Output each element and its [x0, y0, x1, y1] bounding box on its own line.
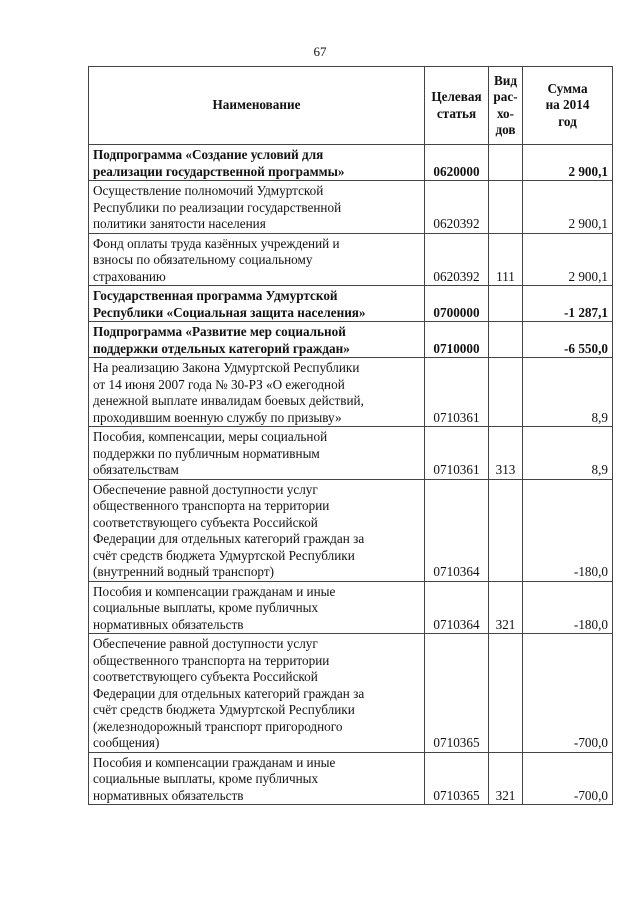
row-article-cell: 0710365	[425, 752, 489, 805]
table-row	[89, 358, 613, 427]
row-article-cell: 0710361	[425, 427, 489, 480]
table-row	[89, 145, 613, 181]
row-name-line: поддержки по публичным нормативным	[93, 445, 320, 461]
row-name-line: Республики по реализации государственной	[93, 199, 342, 215]
row-sum-cell: -700,0	[523, 752, 613, 805]
row-name-line: На реализацию Закона Удмуртской Республики	[93, 360, 360, 375]
table-row	[89, 322, 613, 358]
row-name-line: взносы по обязательному социальному	[93, 252, 313, 267]
header-name: Наименование	[89, 67, 425, 145]
row-kind-cell: 321	[489, 752, 523, 805]
row-name-cell	[89, 181, 425, 234]
row-article-cell: 0710365	[425, 634, 489, 753]
row-name-line: Пособия и компенсации гражданам и иные	[93, 754, 336, 770]
budget-table	[88, 66, 613, 805]
row-article-cell: 0700000	[425, 286, 489, 322]
page-number: 67	[313, 44, 327, 59]
row-name-line: Подпрограмма «Создание условий для	[93, 147, 324, 162]
row-kind-cell	[489, 181, 523, 234]
row-name-line: проходившим военную службу по призыву»	[93, 409, 342, 425]
row-name-line: нормативных обязательств	[93, 616, 244, 632]
row-name-line: общественного транспорта на территории	[93, 652, 330, 668]
row-name-line: социальные выплаты, кроме публичных	[93, 600, 319, 615]
row-kind-cell	[489, 479, 523, 581]
row-name-line: нормативных обязательств	[93, 787, 244, 803]
row-name-line: обязательствам	[93, 462, 179, 477]
header-sum-line: год	[558, 113, 577, 129]
row-kind-cell	[489, 145, 523, 181]
row-sum-cell: -6 550,0	[523, 322, 613, 358]
row-kind-cell: 313	[489, 427, 523, 480]
row-name-line: счёт средств бюджета Удмуртской Республики	[93, 547, 355, 563]
row-name-line: Подпрограмма «Развитие мер социальной	[93, 324, 346, 339]
row-name-line: счёт средств бюджета Удмуртской Республики	[93, 702, 355, 717]
row-article-cell: 0620392	[425, 181, 489, 234]
header-sum-line: на 2014	[545, 97, 590, 113]
header-kind-line: рас-	[493, 89, 518, 104]
row-name-line: реализации государственной программы»	[93, 163, 345, 179]
row-name-line: денежной выплате инвалидам боевых действий,	[93, 393, 364, 408]
row-name-line: соответствующего субъекта Российской	[93, 669, 318, 684]
row-name-line: социальные выплаты, кроме публичных	[93, 771, 319, 786]
row-article-cell: 0710000	[425, 322, 489, 358]
row-name-line: Федерации для отдельных категорий граждан за	[93, 531, 365, 546]
row-name-line: Обеспечение равной доступности услуг	[93, 481, 318, 497]
row-sum-cell: 8,9	[523, 358, 613, 427]
row-sum-cell: 2 900,1	[523, 233, 613, 286]
row-name-cell	[89, 145, 425, 181]
row-name-cell	[89, 581, 425, 634]
row-sum-cell: -180,0	[523, 581, 613, 634]
header-kind-line: Вид	[493, 72, 518, 88]
header-kind	[489, 67, 523, 145]
row-kind-cell: 111	[489, 233, 523, 286]
header-sum-line: Сумма	[547, 80, 588, 96]
row-name-line: (внутренний водный транспорт)	[93, 564, 275, 579]
table-row	[89, 479, 613, 581]
row-article-cell: 0620392	[425, 233, 489, 286]
row-article-cell: 0710364	[425, 479, 489, 581]
row-name-line: общественного транспорта на территории	[93, 498, 330, 513]
table-row	[89, 427, 613, 480]
row-name-cell	[89, 634, 425, 753]
table-row	[89, 233, 613, 286]
row-name-line: Государственная программа Удмуртской	[93, 288, 338, 303]
table-row	[89, 634, 613, 753]
header-article	[425, 67, 489, 145]
row-name-line: страхованию	[93, 268, 166, 284]
row-sum-cell: -700,0	[523, 634, 613, 753]
row-kind-cell: 321	[489, 581, 523, 634]
row-kind-cell	[489, 286, 523, 322]
row-name-cell	[89, 286, 425, 322]
row-name-line: от 14 июня 2007 года № 30-РЗ «О ежегодной	[93, 376, 345, 392]
row-name-cell	[89, 479, 425, 581]
table-row	[89, 581, 613, 634]
header-kind-line: дов	[495, 122, 516, 137]
header-sum	[523, 67, 613, 145]
row-name-line: соответствующего субъекта Российской	[93, 514, 318, 530]
row-name-line: Пособия и компенсации гражданам и иные	[93, 583, 336, 599]
row-name-line: Пособия, компенсации, меры социальной	[93, 429, 328, 444]
row-name-cell	[89, 427, 425, 480]
row-name-line: сообщения)	[93, 735, 160, 750]
row-name-line: Федерации для отдельных категорий граждан за	[93, 685, 365, 701]
row-name-line: поддержки отдельных категорий граждан»	[93, 340, 350, 356]
row-name-line: (железнодорожный транспорт пригородного	[93, 718, 343, 734]
row-sum-cell: 2 900,1	[523, 181, 613, 234]
table-row	[89, 752, 613, 805]
row-name-cell	[89, 358, 425, 427]
row-name-line: политики занятости населения	[93, 216, 266, 231]
row-sum-cell: 2 900,1	[523, 145, 613, 181]
row-kind-cell	[489, 634, 523, 753]
table-header-row	[89, 67, 613, 145]
row-name-line: Фонд оплаты труда казённых учреждений и	[93, 235, 340, 251]
row-article-cell: 0620000	[425, 145, 489, 181]
row-sum-cell: -180,0	[523, 479, 613, 581]
row-sum-cell: 8,9	[523, 427, 613, 480]
row-kind-cell	[489, 358, 523, 427]
row-name-cell	[89, 322, 425, 358]
row-kind-cell	[489, 322, 523, 358]
table-row	[89, 286, 613, 322]
row-name-cell	[89, 233, 425, 286]
row-name-cell	[89, 752, 425, 805]
row-name-line: Осуществление полномочий Удмуртской	[93, 183, 324, 198]
row-article-cell: 0710364	[425, 581, 489, 634]
row-article-cell: 0710361	[425, 358, 489, 427]
header-article-text: Целевая статья	[431, 89, 482, 121]
header-kind-line: хо-	[496, 105, 515, 121]
table-row	[89, 181, 613, 234]
row-name-line: Обеспечение равной доступности услуг	[93, 636, 318, 651]
row-name-line: Республики «Социальная защита населения»	[93, 304, 366, 320]
row-sum-cell: -1 287,1	[523, 286, 613, 322]
